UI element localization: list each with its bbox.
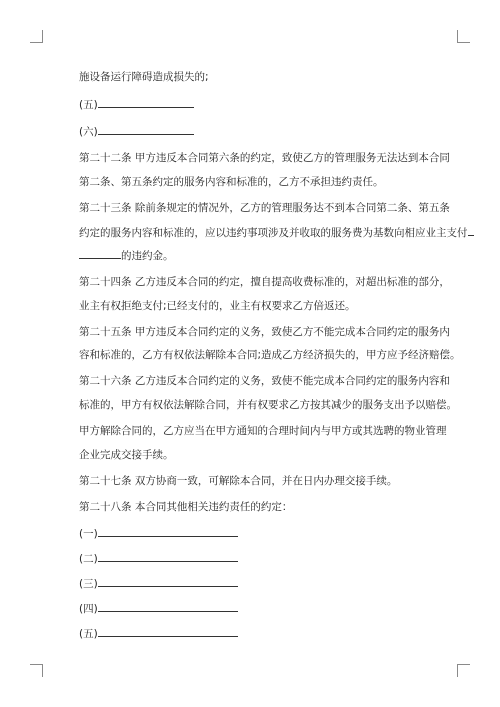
crop-mark-top-right xyxy=(457,30,470,43)
text-line: 施设备运行障碍造成损失的; xyxy=(79,71,209,83)
fill-in-item-5 xyxy=(79,96,431,112)
article-27: 第二十七条 双方协商一致，可解除本合同，并在日内办理交接手续。 xyxy=(79,475,398,487)
paragraph-line-2: 企业完成交接手续。 xyxy=(79,449,174,461)
blank-line[interactable] xyxy=(98,96,194,108)
article-23-line-1: 第二十三条 除前条规定的情况外，乙方的管理服务达不到本合同第二条、第五条 xyxy=(79,202,450,214)
fill-in-item-3 xyxy=(79,575,431,591)
item-label: (六) xyxy=(79,126,98,138)
crop-mark-top-left xyxy=(30,30,43,43)
item-label: (四) xyxy=(79,603,98,615)
item-label: (五) xyxy=(79,628,98,640)
blank-line[interactable] xyxy=(98,600,238,612)
article-23-line-3 xyxy=(79,247,431,263)
blank-line[interactable] xyxy=(468,224,474,236)
blank-line[interactable] xyxy=(79,247,121,259)
item-label: (二) xyxy=(79,553,98,565)
item-label: (三) xyxy=(79,578,98,590)
article-22-line-1: 第二十二条 甲方违反本合同第六条的约定，致使乙方的管理服务无法达到本合同 xyxy=(79,152,450,164)
blank-line[interactable] xyxy=(98,625,238,637)
fill-in-item-1 xyxy=(79,525,431,541)
article-23-line-2-text: 约定的服务内容和标准的，应以违约事项涉及并收取的服务费为基数向相应业主支付 xyxy=(79,227,468,239)
article-25-line-1: 第二十五条 甲方违反本合同约定的义务，致使乙方不能完成本合同约定的服务内 xyxy=(79,326,450,338)
article-23-line-2 xyxy=(79,224,468,240)
blank-line[interactable] xyxy=(98,550,238,562)
article-22-line-2: 第二条、第五条约定的服务内容和标准的，乙方不承担违约责任。 xyxy=(79,176,384,188)
blank-line[interactable] xyxy=(98,575,238,587)
fill-in-item-5b xyxy=(79,625,431,641)
fill-in-item-6 xyxy=(79,123,431,139)
article-25-line-2: 容和标准的，乙方有权依法解除本合同;造成乙方经济损失的，甲方应予经济赔偿。 xyxy=(79,349,461,361)
article-26-line-2: 标准的，甲方有权依法解除合同，并有权要求乙方按其减少的服务支出予以赔偿。 xyxy=(79,399,457,411)
article-23-line-3-text: 的违约金。 xyxy=(121,250,174,262)
article-26-line-1: 第二十六条 乙方违反本合同约定的义务，致使不能完成本合同约定的服务内容和 xyxy=(79,375,450,387)
paragraph-line-1: 甲方解除合同的，乙方应当在甲方通知的合理时间内与甲方或其选聘的物业管理 xyxy=(79,425,447,437)
crop-mark-bottom-left xyxy=(30,664,43,677)
article-24-line-1: 第二十四条 乙方违反本合同的约定，擅自提高收费标准的，对超出标准的部分， xyxy=(79,276,450,288)
item-label: (一) xyxy=(79,528,98,540)
fill-in-item-2 xyxy=(79,550,431,566)
blank-line[interactable] xyxy=(98,525,238,537)
blank-line[interactable] xyxy=(98,123,194,135)
article-28: 第二十八条 本合同其他相关违约责任的约定： xyxy=(79,501,293,513)
item-label: (五) xyxy=(79,99,98,111)
article-24-line-2: 业主有权拒绝支付;已经支付的，业主有权要求乙方倍返还。 xyxy=(79,300,356,312)
crop-mark-bottom-right xyxy=(457,664,470,677)
fill-in-item-4 xyxy=(79,600,431,616)
